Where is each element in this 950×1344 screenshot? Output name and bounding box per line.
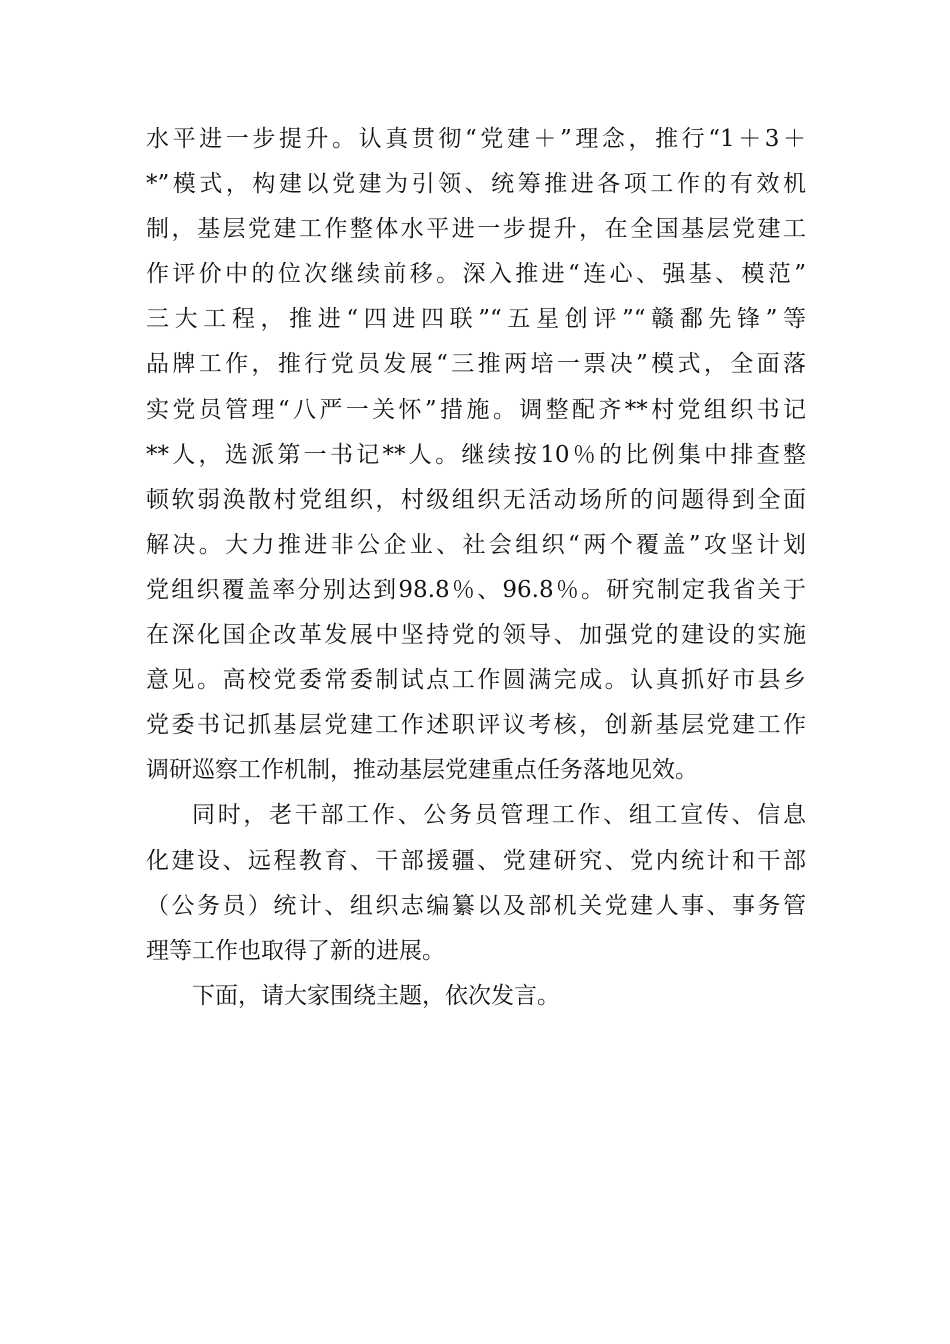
text-line: 三大工程，推进“四进四联”“五星创评”“赣鄱先锋”等: [146, 306, 806, 333]
text-line: 水平进一步提升。认真贯彻“党建＋”理念，推行“1＋3＋: [146, 126, 806, 152]
text-line: 在深化国企改革发展中坚持党的领导、加强党的建设的实施: [146, 622, 806, 649]
text-line: 作评价中的位次继续前移。深入推进“连心、强基、模范”: [146, 261, 806, 288]
text-line: 品牌工作，推行党员发展“三推两培一票决”模式，全面落: [146, 351, 806, 378]
text-line: 实党员管理“八严一关怀”措施。调整配齐**村党组织书记: [146, 396, 806, 423]
text-line: 意见。高校党委常委制试点工作圆满完成。认真抓好市县乡: [146, 667, 806, 694]
text-line: *”模式，构建以党建为引领、统筹推进各项工作的有效机: [146, 171, 806, 198]
text-line: 顿软弱涣散村党组织，村级组织无活动场所的问题得到全面: [146, 486, 806, 513]
text-line: 同时，老干部工作、公务员管理工作、组工宣传、信息: [192, 802, 806, 829]
text-line: （公务员）统计、组织志编纂以及部机关党建人事、事务管: [146, 892, 806, 919]
text-line: 制，基层党建工作整体水平进一步提升，在全国基层党建工: [146, 216, 806, 243]
text-line: 理等工作也取得了新的进展。: [146, 937, 445, 964]
paragraph-other-work: [146, 793, 806, 973]
paragraph-party-building: [146, 117, 806, 793]
paragraph-closing: [146, 974, 806, 1019]
text-line: 下面，请大家围绕主题，依次发言。: [192, 982, 560, 1009]
text-line: 调研巡察工作机制，推动基层党建重点任务落地见效。: [146, 757, 698, 784]
text-line: 解决。大力推进非公企业、社会组织“两个覆盖”攻坚计划: [146, 531, 806, 558]
text-line: 化建设、远程教育、干部援疆、党建研究、党内统计和干部: [146, 847, 806, 874]
text-line: 党组织覆盖率分别达到98.8％、96.8％。研究制定我省关于: [146, 576, 806, 603]
text-line: **人，选派第一书记**人。继续按10％的比例集中排查整: [146, 441, 806, 468]
text-line: 党委书记抓基层党建工作述职评议考核，创新基层党建工作: [146, 712, 806, 739]
document-body: [146, 117, 806, 1019]
